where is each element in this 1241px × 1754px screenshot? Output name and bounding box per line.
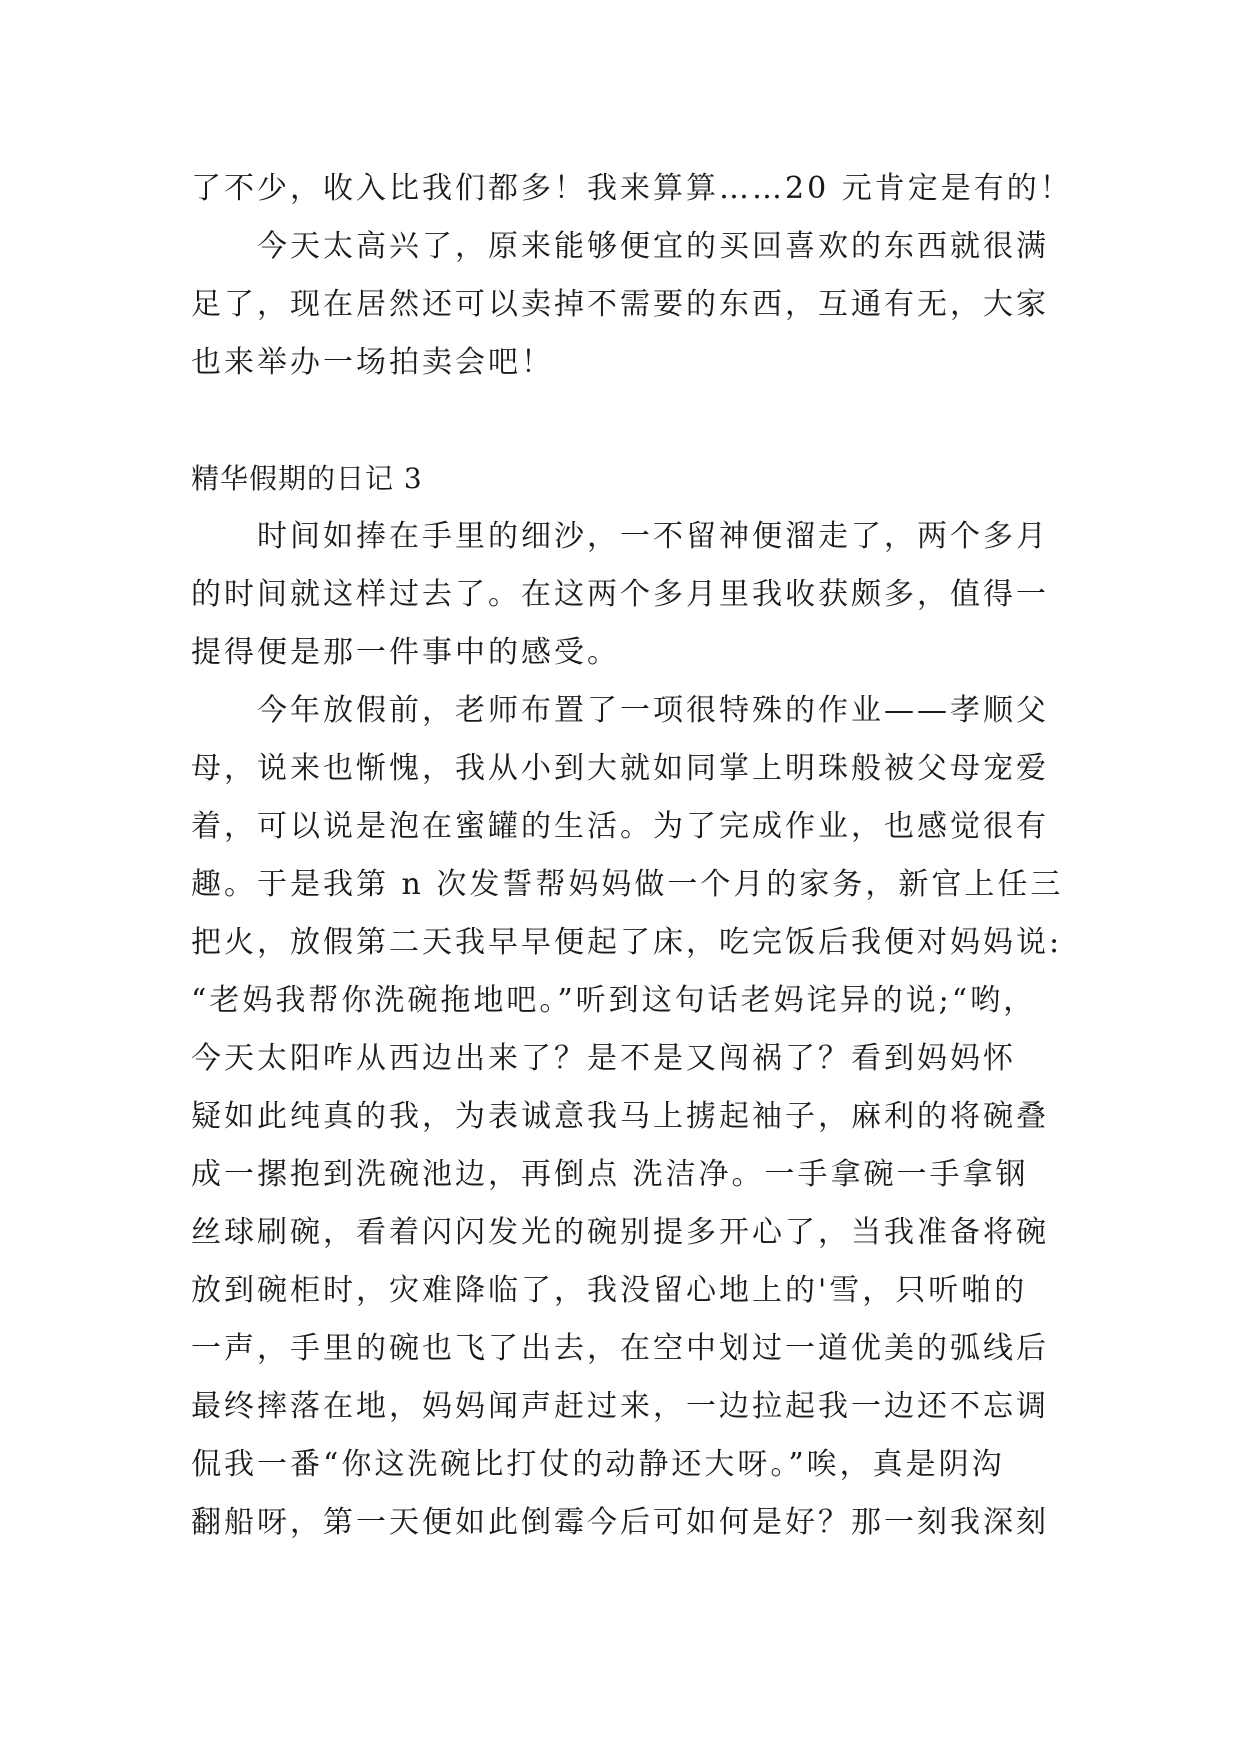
text-line: 的时间就这样过去了。在这两个多月里我收获颇多，值得一 (191, 577, 1049, 612)
section-title: 精华假期的日记 3 (191, 462, 423, 495)
text-line: 也来举办一场拍卖会吧！ (191, 345, 554, 380)
text-line: 足了，现在居然还可以卖掉不需要的东西，互通有无，大家 (191, 287, 1049, 322)
text-line: 成一摞抱到洗碗池边，再倒点 洗洁净。一手拿碗一手拿钢 (191, 1157, 1029, 1192)
text-line: 趣。于是我第 n 次发誓帮妈妈做一个月的家务，新官上任三 (191, 867, 1064, 902)
text-line: 着，可以说是泡在蜜罐的生活。为了完成作业，也感觉很有 (191, 809, 1049, 844)
document-body (191, 160, 1073, 1552)
text-line: 今天太阳咋从西边出来了？是不是又闯祸了？看到妈妈怀 (191, 1041, 1016, 1076)
text-line: 丝球刷碗，看着闪闪发光的碗别提多开心了，当我准备将碗 (191, 1215, 1049, 1250)
text-line: 提得便是那一件事中的感受。 (191, 635, 620, 670)
text-line: 今年放假前，老师布置了一项很特殊的作业——孝顺父 (257, 693, 1049, 728)
text-line: 疑如此纯真的我，为表诚意我马上掳起袖子，麻利的将碗叠 (191, 1099, 1049, 1134)
text-line: 了不少，收入比我们都多！我来算算……20 元肯定是有的！ (191, 171, 1073, 206)
text-line: 今天太高兴了，原来能够便宜的买回喜欢的东西就很满 (257, 229, 1049, 264)
text-line: 翻船呀，第一天便如此倒霉今后可如何是好？那一刻我深刻 (191, 1505, 1049, 1540)
text-line: 最终摔落在地，妈妈闻声赶过来，一边拉起我一边还不忘调 (191, 1389, 1049, 1424)
text-line: 一声，手里的碗也飞了出去，在空中划过一道优美的弧线后 (191, 1331, 1049, 1366)
text-line: 侃我一番“你这洗碗比打仗的动静还大呀。”唉，真是阴沟 (191, 1447, 1005, 1482)
text-line: 把火，放假第二天我早早便起了床，吃完饭后我便对妈妈说: (191, 925, 1063, 960)
text-line: 母，说来也惭愧，我从小到大就如同掌上明珠般被父母宠爱 (191, 751, 1049, 786)
text-line: 时间如捧在手里的细沙，一不留神便溜走了，两个多月 (257, 519, 1049, 554)
text-line: 放到碗柜时，灾难降临了，我没留心地上的'雪，只听啪的 (191, 1273, 1028, 1308)
paragraph-gap (191, 392, 1051, 450)
text-line: “老妈我帮你洗碗拖地吧。”听到这句话老妈诧异的说;“哟， (191, 983, 1037, 1018)
